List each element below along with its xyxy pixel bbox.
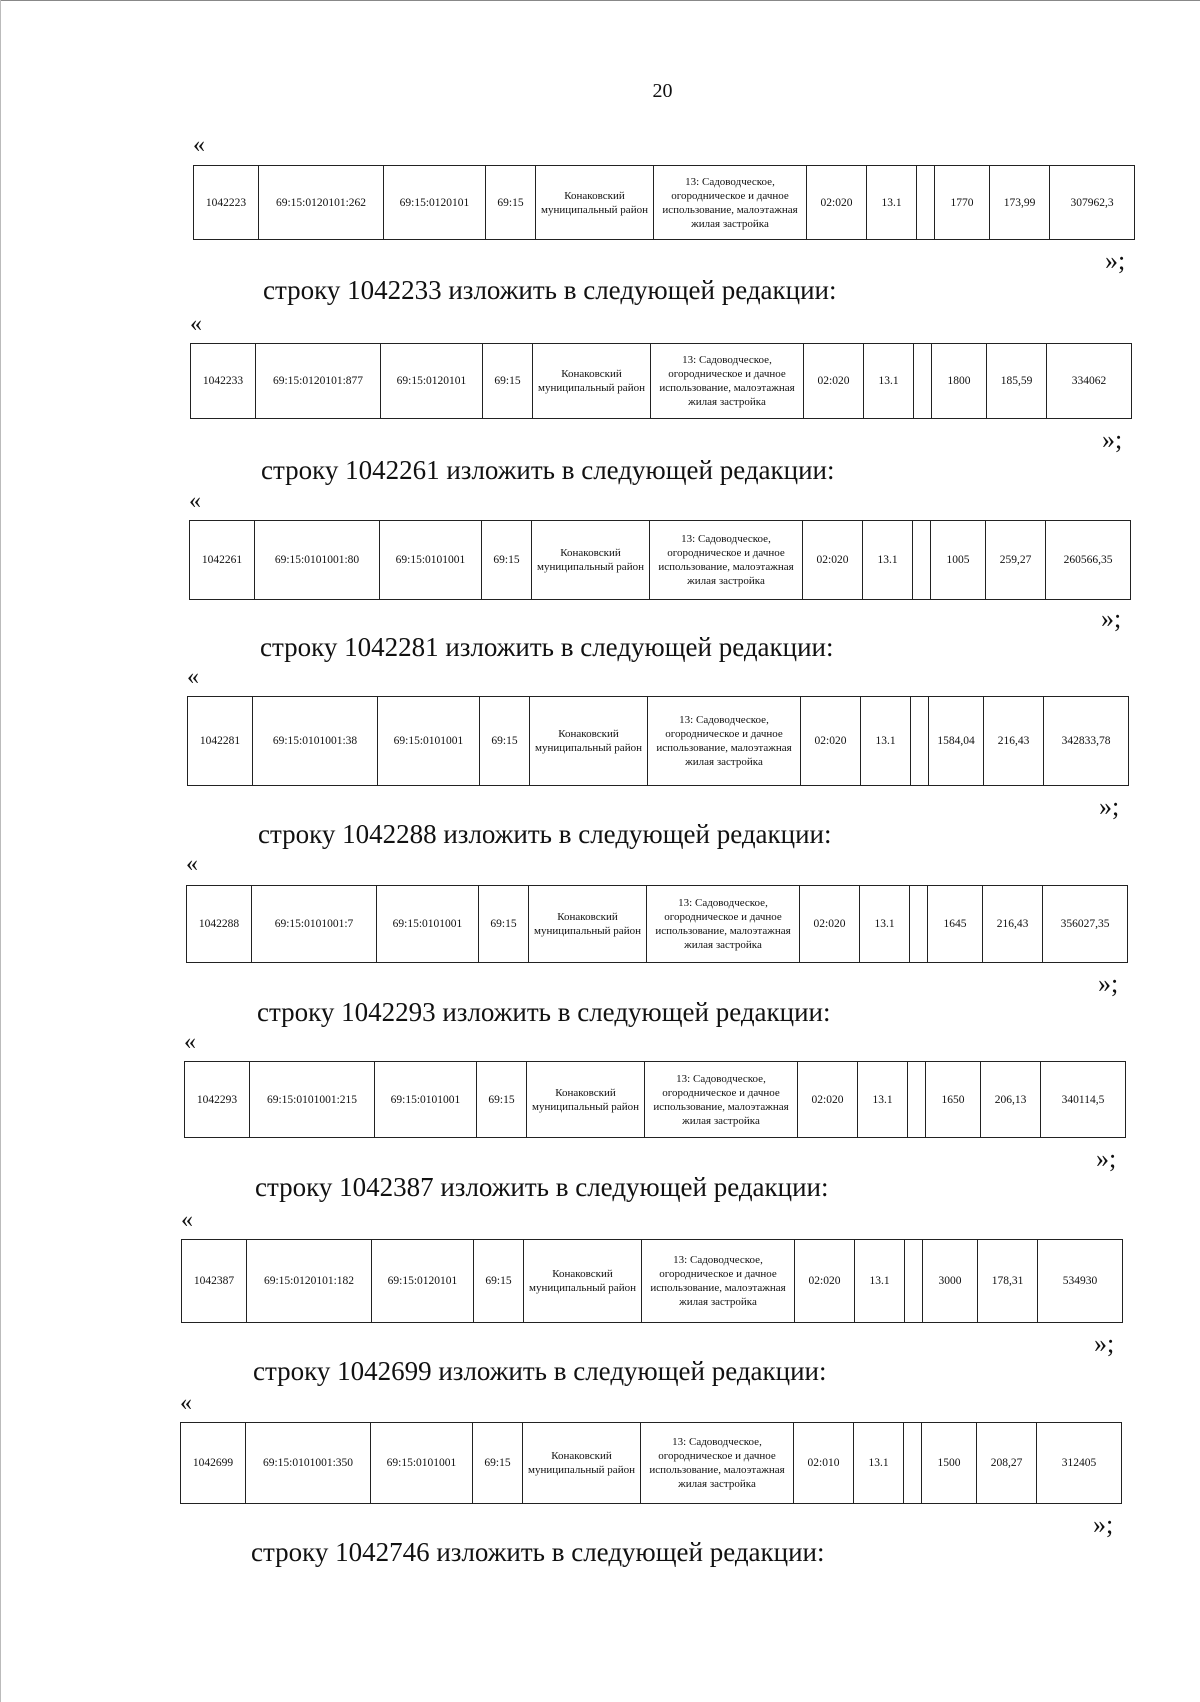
cell-area: 1650 <box>926 1062 981 1138</box>
cell-value: 334062 <box>1047 344 1132 419</box>
close-quote: »; <box>1101 604 1122 633</box>
cell-quarter: 69:15:0120101 <box>384 166 486 240</box>
cadastral-row-table <box>187 696 1129 786</box>
cell-group: 13.1 <box>864 344 914 419</box>
cadastral-row-table <box>181 1239 1123 1323</box>
cadastral-row-table <box>190 343 1132 419</box>
cell-quarter: 69:15:0120101 <box>372 1240 474 1323</box>
cell-municipality: Конаковский муниципальный район <box>529 886 647 963</box>
cell-group: 13.1 <box>860 886 910 963</box>
cell-id: 1042261 <box>190 521 255 600</box>
cell-district: 69:15 <box>483 344 533 419</box>
cell-value: 340114,5 <box>1041 1062 1126 1138</box>
open-quote: « <box>180 1390 192 1416</box>
cell-quarter: 69:15:0101001 <box>377 886 479 963</box>
cell-district: 69:15 <box>482 521 532 600</box>
cell-empty <box>908 1062 926 1138</box>
cell-use: 13: Садоводческое, огородническое и дачное использование, малоэтажная жилая застройка <box>650 521 803 600</box>
cell-district: 69:15 <box>477 1062 527 1138</box>
cell-empty <box>910 886 928 963</box>
cell-cadastral: 69:15:0101001:7 <box>252 886 377 963</box>
cell-empty <box>917 166 935 240</box>
cell-group: 13.1 <box>867 166 917 240</box>
cadastral-row-table <box>189 520 1131 600</box>
table-row <box>188 697 1129 786</box>
close-quote: »; <box>1098 969 1119 998</box>
cadastral-row-table <box>186 885 1128 963</box>
cell-area: 1645 <box>928 886 983 963</box>
amendment-instruction: строку 1042233 изложить в следующей редакции: <box>263 275 837 305</box>
close-quote: »; <box>1102 425 1123 454</box>
cell-municipality: Конаковский муниципальный район <box>527 1062 645 1138</box>
cell-rate: 216,43 <box>983 886 1043 963</box>
amendment-instruction: строку 1042281 изложить в следующей редакции: <box>260 632 834 662</box>
cell-value: 312405 <box>1037 1423 1122 1504</box>
amendment-instruction: строку 1042261 изложить в следующей редакции: <box>261 455 835 485</box>
cell-cadastral: 69:15:0101001:215 <box>250 1062 375 1138</box>
close-quote: »; <box>1096 1144 1117 1173</box>
cell-municipality: Конаковский муниципальный район <box>523 1423 641 1504</box>
cell-rate: 259,27 <box>986 521 1046 600</box>
cell-use: 13: Садоводческое, огородническое и дачное использование, малоэтажная жилая застройка <box>641 1423 794 1504</box>
cell-code: 02:020 <box>801 697 861 786</box>
cell-municipality: Конаковский муниципальный район <box>530 697 648 786</box>
cell-use: 13: Садоводческое, огородническое и дачное использование, малоэтажная жилая застройка <box>642 1240 795 1323</box>
cell-district: 69:15 <box>474 1240 524 1323</box>
open-quote: « <box>187 664 199 690</box>
cell-id: 1042699 <box>181 1423 246 1504</box>
cell-rate: 185,59 <box>987 344 1047 419</box>
cell-district: 69:15 <box>480 697 530 786</box>
close-quote: »; <box>1099 792 1120 821</box>
table-row <box>194 166 1135 240</box>
cell-cadastral: 69:15:0120101:182 <box>247 1240 372 1323</box>
cell-quarter: 69:15:0101001 <box>380 521 482 600</box>
cell-code: 02:020 <box>795 1240 855 1323</box>
cell-id: 1042288 <box>187 886 252 963</box>
cell-municipality: Конаковский муниципальный район <box>532 521 650 600</box>
cell-quarter: 69:15:0101001 <box>378 697 480 786</box>
cell-code: 02:020 <box>798 1062 858 1138</box>
cell-area: 3000 <box>923 1240 978 1323</box>
page-top-edge <box>0 0 1200 1</box>
table-row <box>191 344 1132 419</box>
table-row <box>181 1423 1122 1504</box>
cell-rate: 178,31 <box>978 1240 1038 1323</box>
cell-area: 1500 <box>922 1423 977 1504</box>
cadastral-row-table <box>180 1422 1122 1504</box>
cell-use: 13: Садоводческое, огородническое и дачное использование, малоэтажная жилая застройка <box>651 344 804 419</box>
close-quote: »; <box>1094 1329 1115 1358</box>
open-quote: « <box>184 1029 196 1055</box>
cell-empty <box>913 521 931 600</box>
table-row <box>187 886 1128 963</box>
cell-use: 13: Садоводческое, огородническое и дачное использование, малоэтажная жилая застройка <box>654 166 807 240</box>
cell-municipality: Конаковский муниципальный район <box>536 166 654 240</box>
table-row <box>182 1240 1123 1323</box>
cell-value: 342833,78 <box>1044 697 1129 786</box>
open-quote: « <box>190 311 202 337</box>
cell-cadastral: 69:15:0101001:80 <box>255 521 380 600</box>
cell-empty <box>904 1423 922 1504</box>
cell-code: 02:020 <box>800 886 860 963</box>
cell-id: 1042387 <box>182 1240 247 1323</box>
cell-empty <box>914 344 932 419</box>
cell-rate: 173,99 <box>990 166 1050 240</box>
cadastral-row-table <box>184 1061 1126 1138</box>
cell-area: 1005 <box>931 521 986 600</box>
cell-group: 13.1 <box>854 1423 904 1504</box>
cell-district: 69:15 <box>486 166 536 240</box>
cell-group: 13.1 <box>858 1062 908 1138</box>
amendment-instruction: строку 1042293 изложить в следующей редакции: <box>257 997 831 1027</box>
cell-cadastral: 69:15:0120101:877 <box>256 344 381 419</box>
cell-id: 1042281 <box>188 697 253 786</box>
cell-value: 534930 <box>1038 1240 1123 1323</box>
cell-value: 356027,35 <box>1043 886 1128 963</box>
page-number: 20 <box>652 80 673 102</box>
cell-district: 69:15 <box>479 886 529 963</box>
cell-district: 69:15 <box>473 1423 523 1504</box>
cell-use: 13: Садоводческое, огородническое и дачное использование, малоэтажная жилая застройка <box>648 697 801 786</box>
cell-use: 13: Садоводческое, огородническое и дачное использование, малоэтажная жилая застройка <box>645 1062 798 1138</box>
cell-code: 02:020 <box>804 344 864 419</box>
table-row <box>185 1062 1126 1138</box>
cell-rate: 216,43 <box>984 697 1044 786</box>
cell-use: 13: Садоводческое, огородническое и дачное использование, малоэтажная жилая застройка <box>647 886 800 963</box>
cell-rate: 206,13 <box>981 1062 1041 1138</box>
close-quote: »; <box>1093 1510 1114 1539</box>
cell-cadastral: 69:15:0101001:38 <box>253 697 378 786</box>
page-left-edge <box>0 0 1 1702</box>
cell-cadastral: 69:15:0101001:350 <box>246 1423 371 1504</box>
open-quote: « <box>193 132 205 158</box>
cell-rate: 208,27 <box>977 1423 1037 1504</box>
cell-area: 1770 <box>935 166 990 240</box>
table-row <box>190 521 1131 600</box>
cell-id: 1042223 <box>194 166 259 240</box>
open-quote: « <box>181 1207 193 1233</box>
open-quote: « <box>189 488 201 514</box>
cell-code: 02:020 <box>803 521 863 600</box>
amendment-instruction: строку 1042288 изложить в следующей редакции: <box>258 819 832 849</box>
cell-empty <box>911 697 929 786</box>
cell-value: 260566,35 <box>1046 521 1131 600</box>
cell-code: 02:010 <box>794 1423 854 1504</box>
amendment-instruction: строку 1042699 изложить в следующей редакции: <box>253 1356 827 1386</box>
cell-quarter: 69:15:0101001 <box>371 1423 473 1504</box>
cell-municipality: Конаковский муниципальный район <box>533 344 651 419</box>
cell-value: 307962,3 <box>1050 166 1135 240</box>
cell-group: 13.1 <box>861 697 911 786</box>
cell-empty <box>905 1240 923 1323</box>
cell-group: 13.1 <box>855 1240 905 1323</box>
amendment-instruction: строку 1042746 изложить в следующей редакции: <box>251 1537 825 1567</box>
cell-area: 1800 <box>932 344 987 419</box>
cell-id: 1042293 <box>185 1062 250 1138</box>
cell-cadastral: 69:15:0120101:262 <box>259 166 384 240</box>
cell-area: 1584,04 <box>929 697 984 786</box>
cadastral-row-table <box>193 165 1135 240</box>
cell-code: 02:020 <box>807 166 867 240</box>
amendment-instruction: строку 1042387 изложить в следующей редакции: <box>255 1172 829 1202</box>
cell-id: 1042233 <box>191 344 256 419</box>
cell-group: 13.1 <box>863 521 913 600</box>
open-quote: « <box>186 851 198 877</box>
cell-municipality: Конаковский муниципальный район <box>524 1240 642 1323</box>
cell-quarter: 69:15:0120101 <box>381 344 483 419</box>
cell-quarter: 69:15:0101001 <box>375 1062 477 1138</box>
close-quote: »; <box>1105 246 1126 275</box>
